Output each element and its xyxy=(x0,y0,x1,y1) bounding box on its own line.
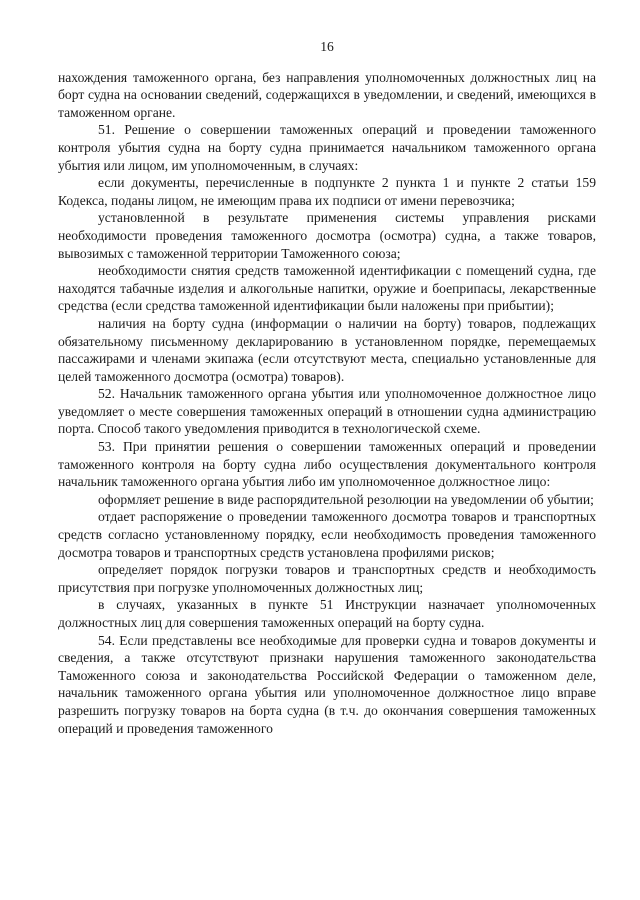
paragraph-51: 51. Решение о совершении таможенных операций и проведении таможенного контроля убытия судна на борту судна принимается начальником таможенного органа убытия или лицом, им уполномоченным, в случаях: xyxy=(58,122,596,173)
paragraph-53-item-inspection: отдает распоряжение о проведении таможенного досмотра товаров и транспортных средств согласно установленному порядку, если необходимость проведения таможенного досмотра товаров и транспортных средств установлена профилями рисков; xyxy=(58,509,596,560)
paragraph-52: 52. Начальник таможенного органа убытия или уполномоченное должностное лицо уведомляет о месте совершения таможенных операций в отношении судна администрацию порта. Способ такого уведомления приводится в технологической схеме. xyxy=(58,386,596,437)
document-page xyxy=(58,38,596,737)
paragraph-continuation: нахождения таможенного органа, без направления уполномоченных должностных лиц на борт судна на основании сведений, содержащихся в уведомлении, и сведений, имеющихся в таможенном органе. xyxy=(58,69,596,120)
paragraph-53-item-loading: определяет порядок погрузки товаров и транспортных средств и необходимость присутствия при погрузке уполномоченных должностных лиц; xyxy=(58,562,596,595)
paragraph-53: 53. При принятии решения о совершении таможенных операций и проведении таможенного контроля на борту судна либо осуществления документального контроля начальник таможенного органа убытия либо им уполномоченное должностное лицо: xyxy=(58,439,596,490)
paragraph-51-case-documents: если документы, перечисленные в подпункте 2 пункта 1 и пункте 2 статьи 159 Кодекса, поданы лицом, не имеющим права их подписи от имени перевозчика; xyxy=(58,175,596,208)
paragraph-51-case-seals: необходимости снятия средств таможенной идентификации с помещений судна, где находятся табачные изделия и алкогольные напитки, оружие и боеприпасы, лекарственные средства (если средства таможенной идентификации были наложены при прибытии); xyxy=(58,263,596,314)
paragraph-51-case-risk: установленной в результате применения системы управления рисками необходимости проведения таможенного досмотра (осмотра) судна, а также товаров, вывозимых с таможенной территории Таможенного союза; xyxy=(58,210,596,261)
paragraph-54: 54. Если представлены все необходимые для проверки судна и товаров документы и сведения, а также отсутствуют признаки нарушения таможенного законодательства Таможенного союза и законодательства Российской Федерации о таможенном деле, начальник таможенного органа убытия или уполномоченное должностное лицо вправе разрешить погрузку товаров на борта судна (в т.ч. до окончания совершения таможенных операций и проведения таможенного xyxy=(58,632,596,736)
paragraph-53-item-resolution: оформляет решение в виде распорядительной резолюции на уведомлении об убытии; xyxy=(98,491,594,507)
page-number: 16 xyxy=(320,39,334,54)
paragraph-53-item-officers: в случаях, указанных в пункте 51 Инструкции назначает уполномоченных должностных лиц для совершения таможенных операций на борту судна. xyxy=(58,597,596,630)
paragraph-51-case-goods: наличия на борту судна (информации о наличии на борту) товаров, подлежащих обязательному письменному декларированию в установленном порядке, перемещаемых пассажирами и членами экипажа (если отсутствуют места, специально установленные для целей таможенного досмотра (осмотра) товаров). xyxy=(58,315,596,384)
